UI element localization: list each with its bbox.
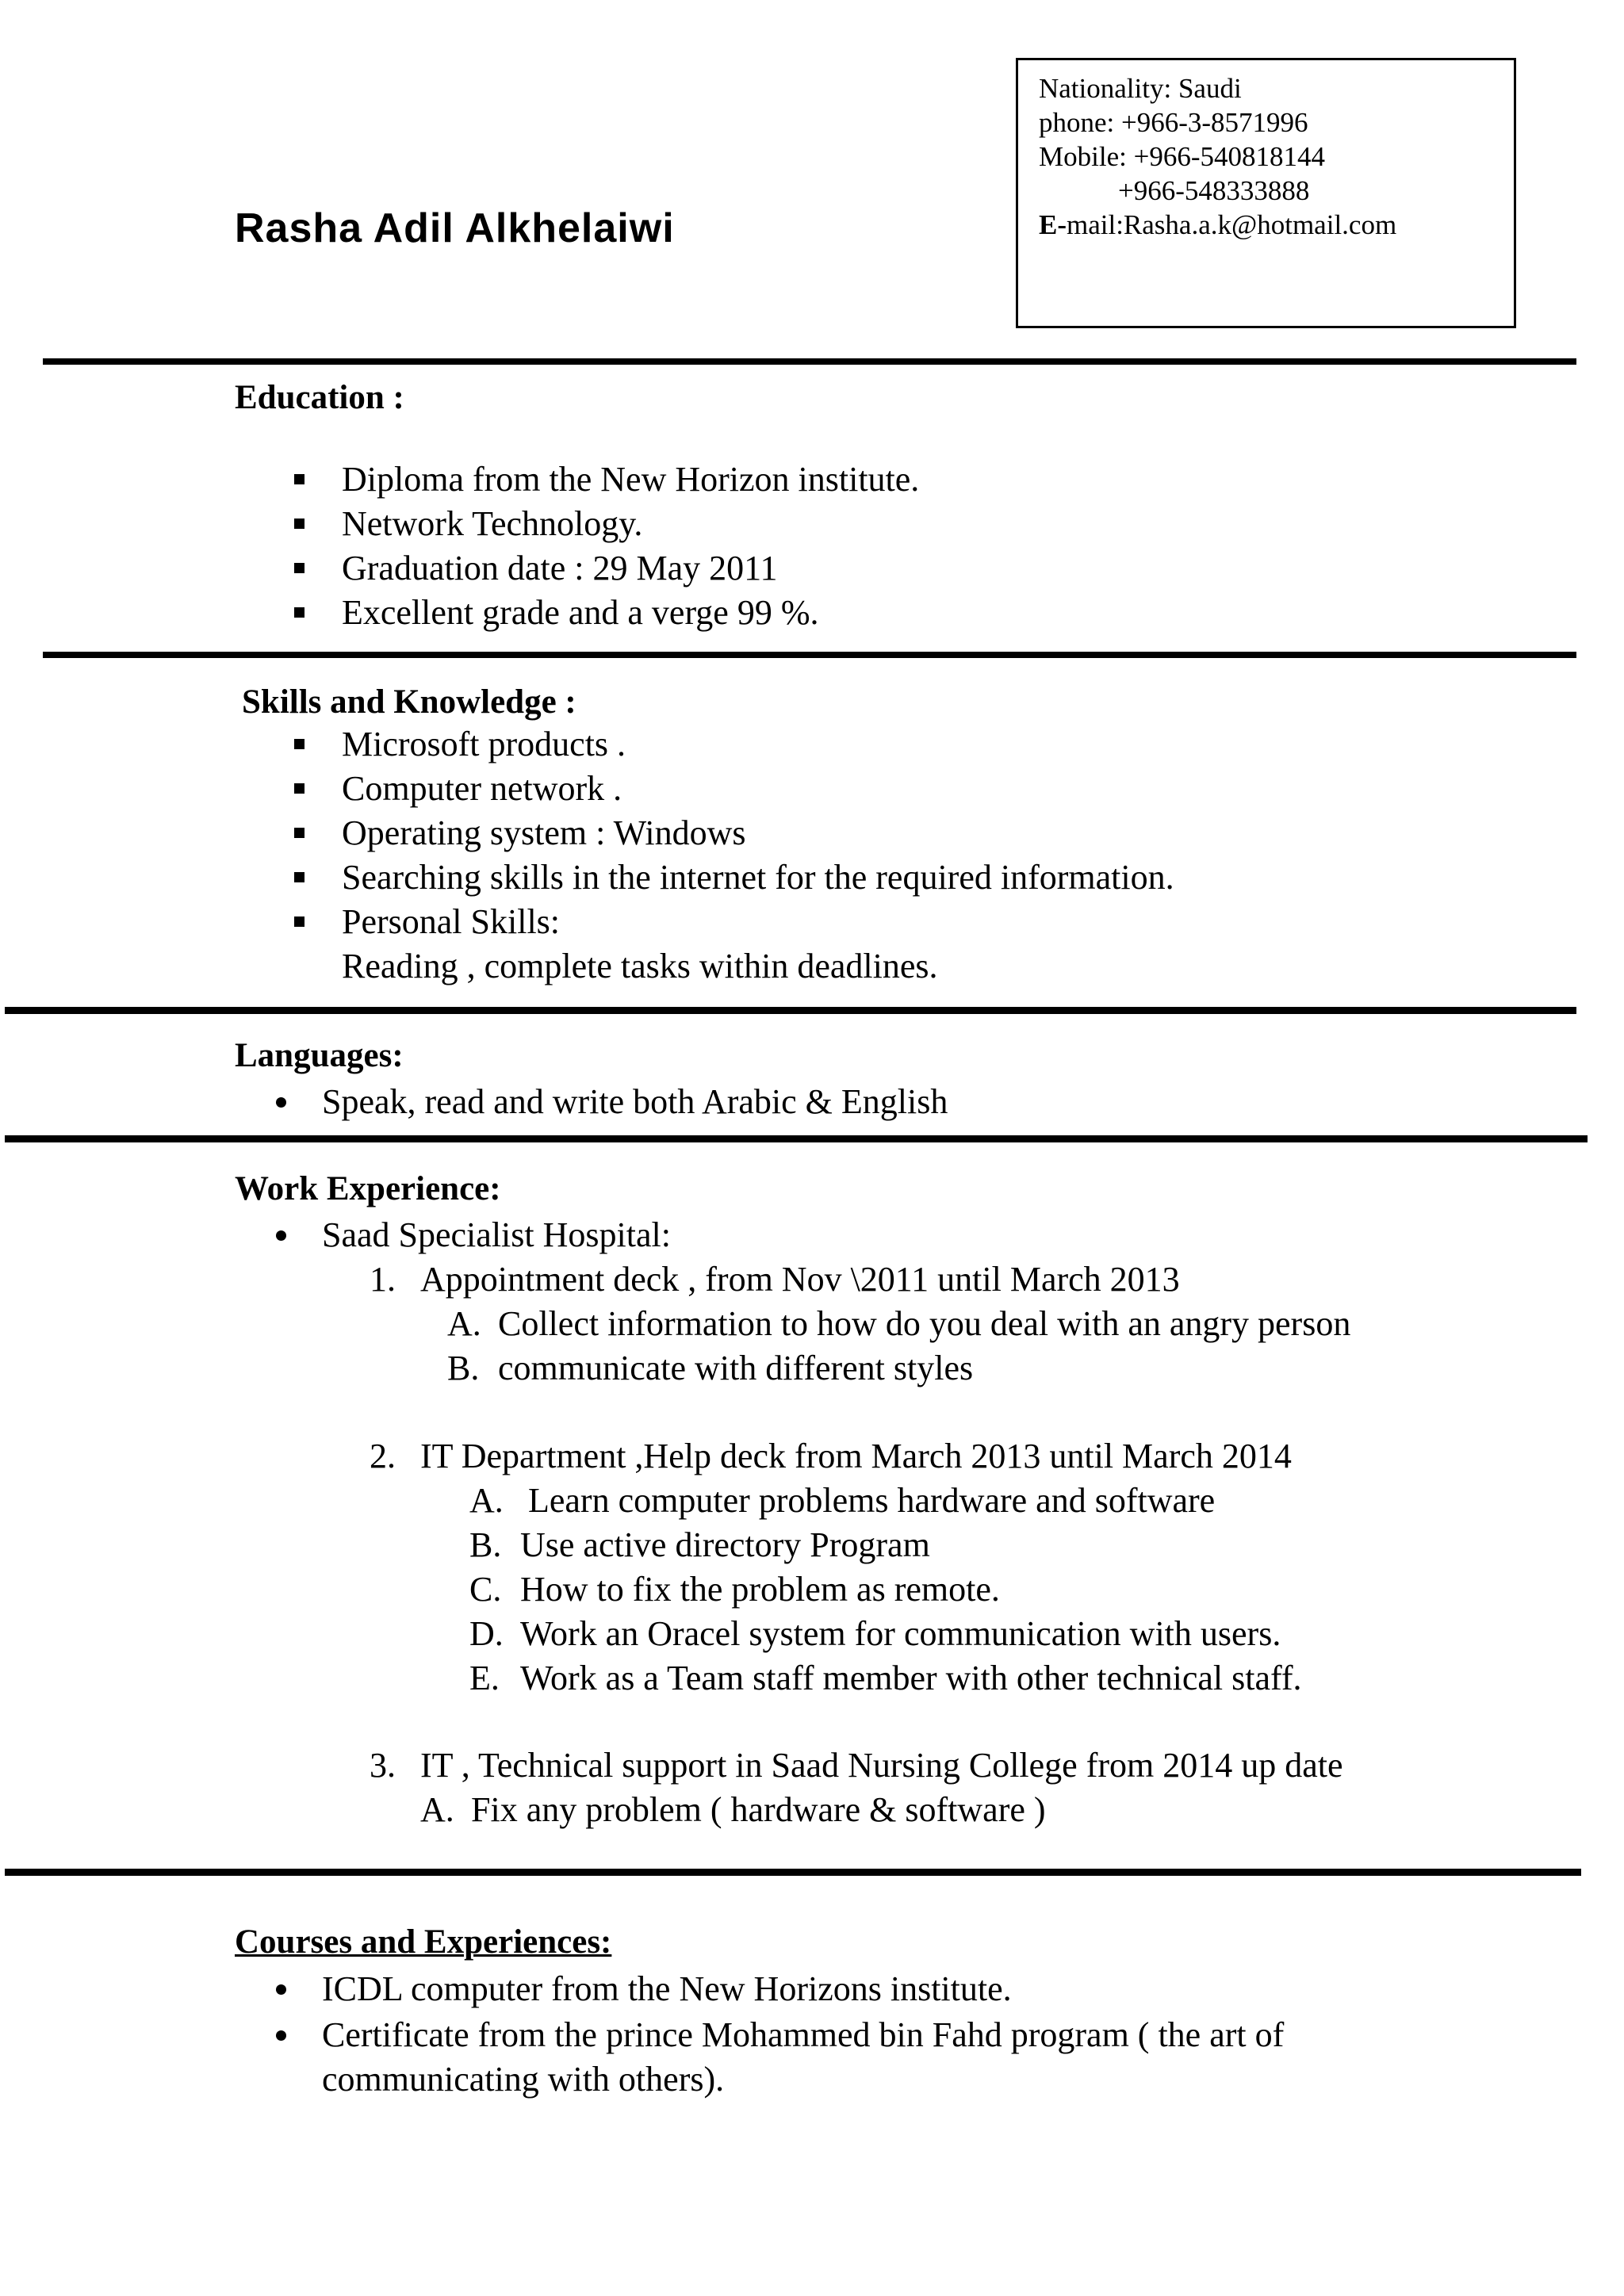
nationality: Nationality: Saudi — [1039, 73, 1242, 104]
work-employer: Saad Specialist Hospital: — [322, 1215, 671, 1254]
task-text: How to fix the problem as remote. — [520, 1570, 1000, 1609]
applicant-name: Rasha Adil Alkhelaiwi — [235, 205, 675, 251]
divider-4 — [5, 1135, 1588, 1142]
task-letter: B. — [469, 1525, 502, 1564]
task-text: Use active directory Program — [520, 1525, 930, 1564]
task-text: Collect information to how do you deal with an angry person — [498, 1304, 1351, 1343]
bullet-square — [294, 563, 304, 573]
bullet-square — [294, 474, 304, 484]
skills-personal-detail: Reading , complete tasks within deadlines. — [342, 947, 938, 985]
job-title: IT , Technical support in Saad Nursing College from 2014 up date — [420, 1746, 1343, 1785]
skills-item: Computer network . — [342, 769, 622, 808]
task-letter: E. — [469, 1659, 500, 1697]
courses-heading: Courses and Experiences: — [235, 1923, 612, 1961]
bullet-square — [294, 828, 304, 838]
bullet-square — [294, 872, 304, 882]
bullet-dot — [276, 1984, 286, 1995]
courses-item: ICDL computer from the New Horizons institute. — [322, 1969, 1012, 2008]
task-letter: A. — [469, 1481, 504, 1520]
skills-item: Operating system : Windows — [342, 813, 746, 852]
courses-item: Certificate from the prince Mohammed bin Fahd program ( the art of — [322, 2015, 1285, 2054]
task-letter: A. — [447, 1304, 481, 1343]
courses-item-continuation: communicating with others). — [322, 2060, 725, 2099]
job-number: 1. — [370, 1260, 396, 1299]
email-prefix: E- — [1039, 209, 1067, 240]
education-item: Graduation date : 29 May 2011 — [342, 549, 778, 587]
bullet-square — [294, 916, 304, 927]
task-text: Work as a Team staff member with other technical staff. — [520, 1659, 1302, 1697]
bullet-dot — [276, 2030, 286, 2041]
bullet-square — [294, 739, 304, 749]
task-letter: A. — [420, 1790, 454, 1829]
skills-item: Microsoft products . — [342, 725, 626, 763]
email — [1039, 208, 1396, 242]
job-number: 2. — [370, 1437, 396, 1475]
education-item: Network Technology. — [342, 504, 643, 543]
task-text: Fix any problem ( hardware & software ) — [471, 1790, 1046, 1829]
bullet-dot — [276, 1230, 286, 1241]
job-number: 3. — [370, 1746, 396, 1785]
task-letter: B. — [447, 1349, 480, 1387]
education-item: Diploma from the New Horizon institute. — [342, 460, 920, 499]
languages-heading: Languages: — [235, 1037, 404, 1074]
divider-5 — [5, 1869, 1581, 1876]
task-text: Work an Oracel system for communication with users. — [520, 1614, 1281, 1653]
mobile-secondary: +966-548333888 — [1118, 175, 1310, 206]
education-item: Excellent grade and a verge 99 %. — [342, 593, 819, 632]
divider-1 — [43, 358, 1576, 365]
work-heading: Work Experience: — [235, 1170, 501, 1207]
task-letter: C. — [469, 1570, 502, 1609]
job-title: Appointment deck , from Nov \2011 until March 2013 — [420, 1260, 1180, 1299]
task-text: communicate with different styles — [498, 1349, 974, 1387]
education-heading: Education : — [235, 379, 404, 416]
bullet-square — [294, 519, 304, 529]
job-title: IT Department ,Help deck from March 2013 until March 2014 — [420, 1437, 1292, 1475]
divider-2 — [43, 652, 1576, 658]
task-text: Learn computer problems hardware and software — [528, 1481, 1216, 1520]
skills-heading: Skills and Knowledge : — [242, 683, 576, 721]
divider-3 — [5, 1007, 1576, 1014]
email-address: mail:Rasha.a.k@hotmail.com — [1067, 209, 1397, 240]
bullet-square — [294, 607, 304, 618]
skills-item: Personal Skills: — [342, 902, 561, 941]
task-letter: D. — [469, 1614, 504, 1653]
languages-item: Speak, read and write both Arabic & English — [322, 1082, 948, 1121]
skills-item: Searching skills in the internet for the required information. — [342, 858, 1174, 897]
mobile: Mobile: +966-540818144 — [1039, 141, 1325, 172]
contact-box — [1016, 58, 1516, 328]
bullet-dot — [276, 1097, 286, 1108]
phone: phone: +966-3-8571996 — [1039, 107, 1308, 138]
bullet-square — [294, 783, 304, 794]
